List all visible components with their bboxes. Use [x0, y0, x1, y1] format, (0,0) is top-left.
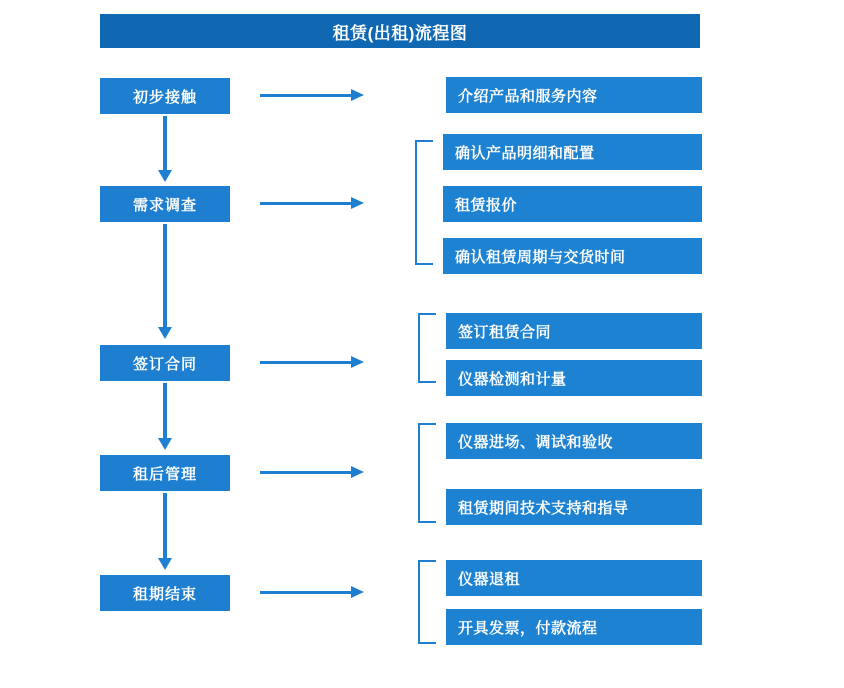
stage-box-1[interactable]: 初步接触	[100, 78, 230, 114]
horizontal-arrow-5	[260, 591, 352, 594]
detail-box-2[interactable]: 确认产品明细和配置	[443, 134, 702, 170]
stage-box-4[interactable]: 租后管理	[100, 455, 230, 491]
stage-box-2[interactable]: 需求调查	[100, 186, 230, 222]
detail-box-9[interactable]: 仪器退租	[446, 560, 702, 596]
detail-box-10[interactable]: 开具发票，付款流程	[446, 609, 702, 645]
horizontal-arrow-1	[260, 94, 352, 97]
detail-box-7[interactable]: 仪器进场、调试和验收	[446, 423, 702, 459]
horizontal-arrow-2	[260, 202, 352, 205]
bracket-group-4	[418, 423, 436, 523]
detail-box-4[interactable]: 确认租赁周期与交货时间	[443, 238, 702, 274]
horizontal-arrow-3	[260, 361, 352, 364]
detail-box-8[interactable]: 租赁期间技术支持和指导	[446, 489, 702, 525]
vertical-arrow-2-3	[163, 224, 167, 328]
detail-box-5[interactable]: 签订租赁合同	[446, 313, 702, 349]
detail-box-6[interactable]: 仪器检测和计量	[446, 360, 702, 396]
stage-box-3[interactable]: 签订合同	[100, 345, 230, 381]
bracket-group-2	[415, 140, 433, 265]
horizontal-arrow-4	[260, 471, 352, 474]
page-title: 租赁(出租)流程图	[100, 14, 700, 48]
detail-box-1[interactable]: 介绍产品和服务内容	[446, 77, 702, 113]
detail-box-3[interactable]: 租赁报价	[443, 186, 702, 222]
bracket-group-5	[418, 560, 436, 644]
stage-box-5[interactable]: 租期结束	[100, 575, 230, 611]
vertical-arrow-4-5	[163, 493, 167, 559]
bracket-group-3	[418, 313, 436, 383]
vertical-arrow-1-2	[163, 116, 167, 171]
vertical-arrow-3-4	[163, 383, 167, 439]
